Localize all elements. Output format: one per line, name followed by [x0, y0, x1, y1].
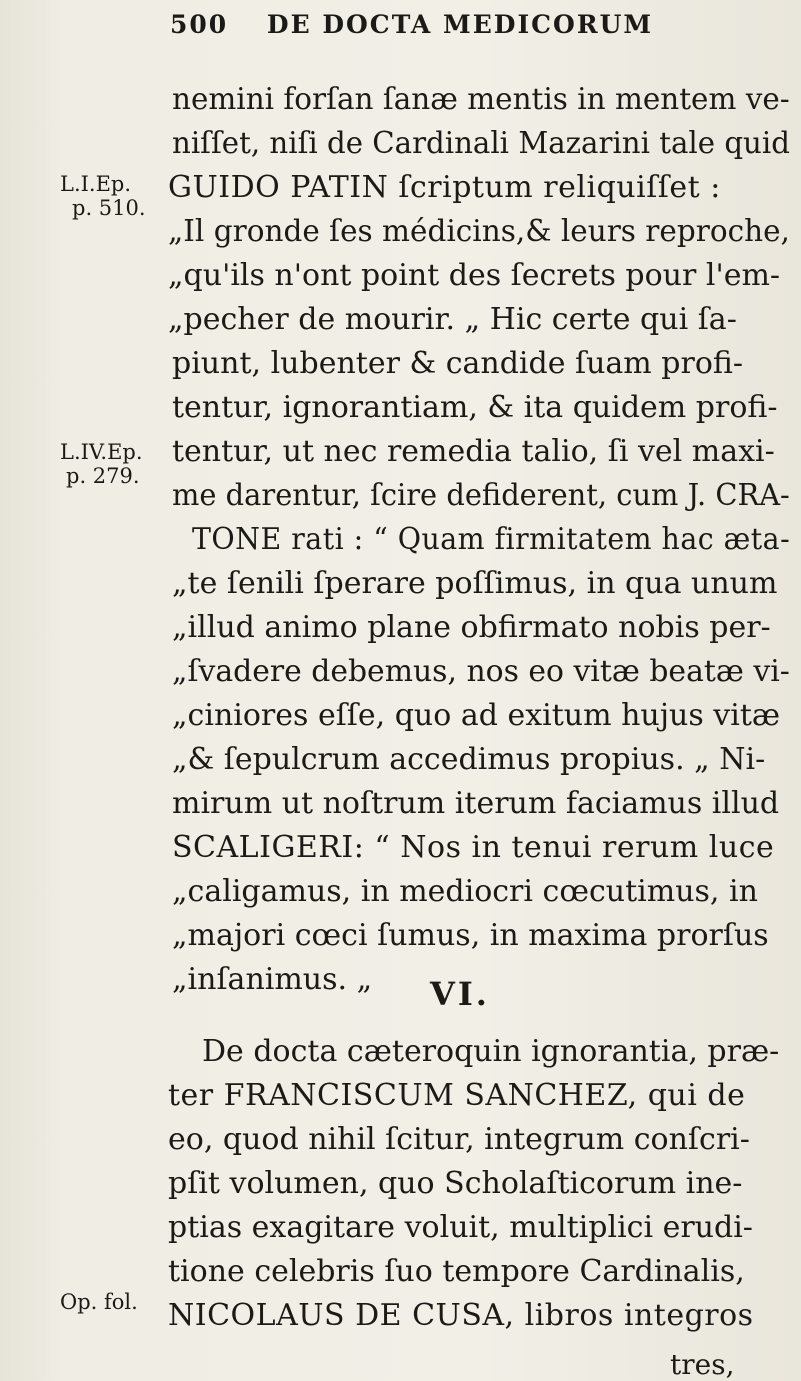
margin-note-line: L.I.Ep.	[60, 172, 132, 196]
text-line: tione celebris ſuo tempore Cardinalis,	[168, 1254, 745, 1289]
text-line: „Il gronde ſes médicins,& leurs reproche,	[168, 214, 790, 249]
margin-note-line: p. 279.	[66, 464, 140, 488]
running-header	[170, 10, 653, 39]
text-line: TONE rati : “ Quam firmitatem hac æta-	[192, 522, 791, 557]
margin-note-line: Op. fol.	[60, 1290, 138, 1314]
text-line: mirum ut noſtrum iterum faciamus illud	[172, 786, 780, 821]
text-line: „pecher de mourir. „ Hic certe qui ſa-	[168, 302, 737, 337]
text-line: piunt, lubenter & candide ſuam profi-	[172, 346, 744, 381]
text-line: De docta cæteroquin ignorantia, præ-	[202, 1034, 780, 1069]
page-number: 500	[170, 10, 229, 39]
text-line: „& ſepulcrum accedimus propius. „ Ni-	[172, 742, 766, 777]
text-line: SCALIGERI: “ Nos in tenui rerum luce	[172, 830, 775, 865]
text-line: me darentur, ſcire defiderent, cum J. CRA-	[172, 478, 790, 513]
text-line: „qu'ils n'ont point des ſecrets pour l'em-	[168, 258, 781, 293]
text-line: „te ſenili ſperare poſſimus, in qua unum	[172, 566, 778, 601]
text-line: GUIDO PATIN ſcriptum reliquiſſet :	[168, 170, 721, 205]
text-line: pſit volumen, quo Scholaſticorum ine-	[168, 1166, 743, 1201]
text-line: „illud animo plane obfirmato nobis per-	[172, 610, 771, 645]
section-heading: VI.	[430, 975, 490, 1013]
text-line: tentur, ut nec remedia talio, ſi vel maxi-	[172, 434, 775, 469]
text-line: ptias exagitare voluit, multiplici erudi-	[168, 1210, 753, 1245]
margin-note-2	[60, 440, 143, 488]
text-line: ter FRANCISCUM SANCHEZ, qui de	[168, 1078, 746, 1113]
margin-note-1	[60, 172, 146, 220]
text-line: „ſvadere debemus, nos eo vitæ beatæ vi-	[172, 654, 790, 689]
text-line: nemini forſan ſanæ mentis in mentem ve-	[172, 82, 790, 117]
margin-note-3	[60, 1290, 138, 1314]
text-line: eo, quod nihil ſcitur, integrum conſcri-	[168, 1122, 750, 1157]
text-line: „ciniores eſſe, quo ad exitum hujus vitæ	[172, 698, 781, 733]
margin-note-line: L.IV.Ep.	[60, 440, 143, 464]
catchword: tres,	[670, 1348, 735, 1381]
text-line: „caligamus, in mediocri cœcutimus, in	[172, 874, 758, 909]
running-title: DE DOCTA MEDICORUM	[266, 10, 654, 39]
text-line: tentur, ignorantiam, & ita quidem profi-	[172, 390, 778, 425]
text-line: „majori cœci ſumus, in maxima prorſus	[172, 918, 769, 953]
text-line: „inſanimus. „	[172, 962, 373, 997]
text-line: niſſet, niſi de Cardinali Mazarini tale quid	[172, 126, 790, 161]
margin-note-line: p. 510.	[72, 196, 146, 220]
text-line: NICOLAUS DE CUSA, libros integros	[168, 1298, 754, 1333]
